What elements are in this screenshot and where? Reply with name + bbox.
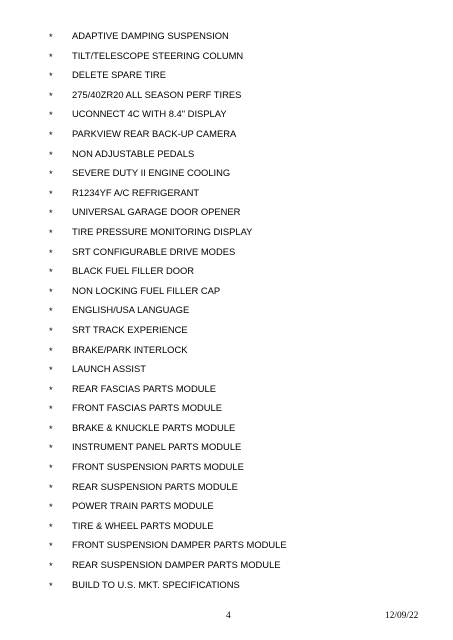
list-item [0,457,453,477]
bullet-marker: * [49,422,53,434]
list-item-text: TIRE PRESSURE MONITORING DISPLAY [72,225,253,237]
bullet-marker: * [49,89,53,101]
list-item-text: BLACK FUEL FILLER DOOR [72,265,195,277]
list-item-text: BRAKE/PARK INTERLOCK [72,343,188,355]
list-item [0,340,453,360]
bullet-marker: * [49,128,53,140]
list-item [0,437,453,457]
bullet-marker: * [49,364,53,376]
list-item [0,183,453,203]
list-item [0,144,453,164]
list-item [0,477,453,497]
list-item [0,242,453,262]
list-item-text: SRT TRACK EXPERIENCE [72,323,188,335]
list-item-text: BUILD TO U.S. MKT. SPECIFICATIONS [72,578,240,590]
list-item [0,222,453,242]
list-item-text: ENGLISH/USA LANGUAGE [72,304,190,316]
list-item-text: 275/40ZR20 ALL SEASON PERF TIRES [72,88,242,100]
bullet-marker: * [49,579,53,591]
bullet-marker: * [49,70,53,82]
list-item-text: FRONT FASCIAS PARTS MODULE [72,402,223,414]
bullet-marker: * [49,50,53,62]
list-item [0,261,453,281]
list-item [0,281,453,301]
bullet-marker: * [49,324,53,336]
list-item [0,379,453,399]
list-item [0,516,453,536]
list-item [0,300,453,320]
bullet-marker: * [49,266,53,278]
list-item-text: UCONNECT 4C WITH 8.4" DISPLAY [72,108,227,120]
list-item-text: FRONT SUSPENSION DAMPER PARTS MODULE [72,539,287,551]
list-item-text: REAR FASCIAS PARTS MODULE [72,382,216,394]
bullet-marker: * [49,305,53,317]
bullet-marker: * [49,560,53,572]
list-item-text: DELETE SPARE TIRE [72,69,166,81]
list-item-text: R1234YF A/C REFRIGERANT [72,186,200,198]
list-item [0,320,453,340]
bullet-marker: * [49,285,53,297]
bullet-marker: * [49,442,53,454]
bullet-marker: * [49,109,53,121]
list-item [0,124,453,144]
bullet-marker: * [49,168,53,180]
page-number: 4 [226,611,231,621]
bullet-marker: * [49,31,53,42]
bullet-marker: * [49,246,53,258]
list-item [0,46,453,66]
bullet-marker: * [49,148,53,160]
list-item-text: POWER TRAIN PARTS MODULE [72,500,214,512]
list-item-text: PARKVIEW REAR BACK-UP CAMERA [72,127,237,139]
list-item [0,26,453,46]
list-item [0,575,453,595]
list-item-text: BRAKE & KNUCKLE PARTS MODULE [72,421,236,433]
list-item [0,202,453,222]
list-item-text: NON ADJUSTABLE PEDALS [72,147,195,159]
list-item [0,359,453,379]
list-item-text: REAR SUSPENSION DAMPER PARTS MODULE [72,559,281,571]
list-item-text: REAR SUSPENSION PARTS MODULE [72,480,238,492]
bullet-marker: * [49,403,53,415]
bullet-marker: * [49,462,53,474]
bullet-marker: * [49,540,53,552]
bullet-marker: * [49,207,53,219]
bullet-marker: * [49,481,53,493]
bullet-marker: * [49,187,53,199]
list-item [0,535,453,555]
list-item-text: INSTRUMENT PANEL PARTS MODULE [72,441,242,453]
list-item [0,163,453,183]
list-item-text: LAUNCH ASSIST [72,363,146,375]
list-item-text: UNIVERSAL GARAGE DOOR OPENER [72,206,241,218]
list-item [0,496,453,516]
list-item [0,418,453,438]
list-item [0,555,453,575]
list-item-text: SRT CONFIGURABLE DRIVE MODES [72,245,236,257]
list-item-text: ADAPTIVE DAMPING SUSPENSION [72,30,229,41]
document-date: 12/09/22 [385,611,419,621]
list-item [0,104,453,124]
bullet-marker: * [49,501,53,513]
list-item-text: TIRE & WHEEL PARTS MODULE [72,519,214,531]
list-item-text: TILT/TELESCOPE STEERING COLUMN [72,49,244,61]
list-item [0,398,453,418]
bullet-marker: * [49,383,53,395]
bullet-marker: * [49,520,53,532]
list-item-text: FRONT SUSPENSION PARTS MODULE [72,461,244,473]
list-item [0,85,453,105]
bullet-marker: * [49,226,53,238]
list-item-text: SEVERE DUTY II ENGINE COOLING [72,167,231,179]
bullet-marker: * [49,344,53,356]
list-item-text: NON LOCKING FUEL FILLER CAP [72,284,221,296]
list-item [0,65,453,85]
option-list [0,26,453,594]
